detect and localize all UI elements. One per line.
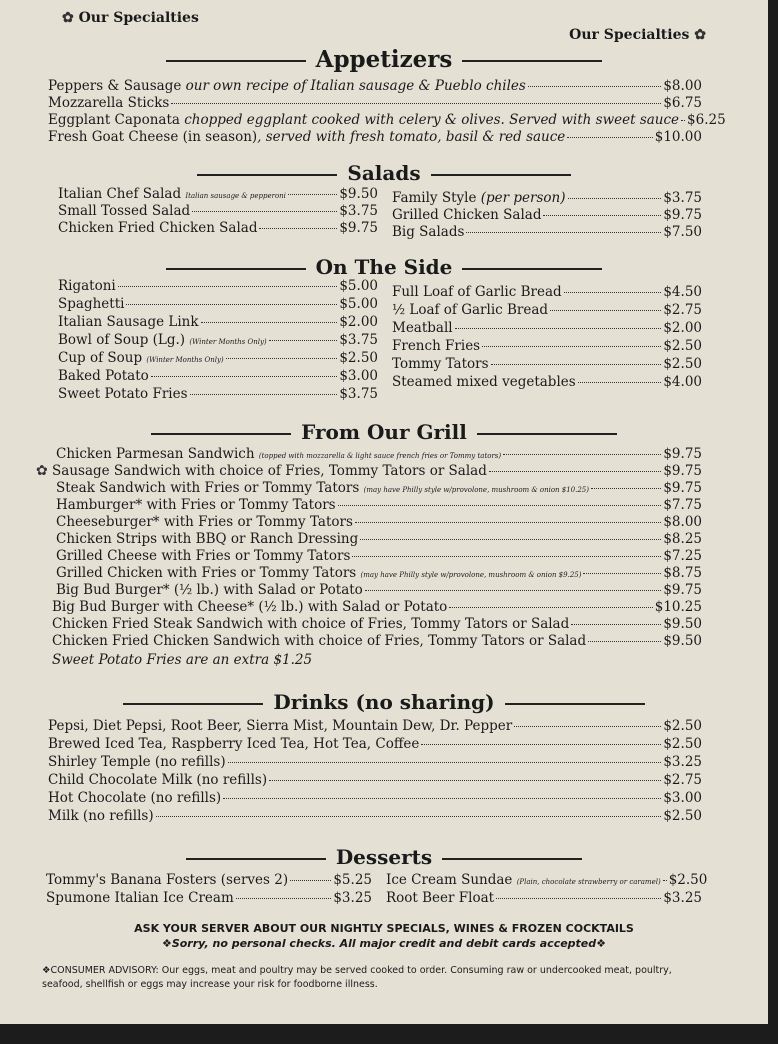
desserts-heading: Desserts xyxy=(0,845,768,869)
menu-item: Sweet Potato Fries $3.75 xyxy=(58,386,378,402)
menu-item: ✿ Sausage Sandwich with choice of Fries, Tommy Tators or Salad $9.75 xyxy=(36,463,702,479)
menu-item: Full Loaf of Garlic Bread $4.50 xyxy=(392,284,702,300)
menu-item: Baked Potato $3.00 xyxy=(58,368,378,384)
menu-item: Pepsi, Diet Pepsi, Root Beer, Sierra Mist, Mountain Dew, Dr. Pepper $2.50 xyxy=(48,718,702,734)
menu-item: Eggplant Caponata chopped eggplant cooked with celery & olives. Served with sweet sauce $6.25 xyxy=(48,112,726,128)
menu-item: Peppers & Sausage our own recipe of Italian sausage & Pueblo chiles $8.00 xyxy=(48,78,702,94)
flower-icon: ✿ xyxy=(62,10,74,26)
menu-item: Shirley Temple (no refills) $3.25 xyxy=(48,754,702,770)
menu-item: Cheeseburger* with Fries or Tommy Tators $8.00 xyxy=(56,514,702,530)
menu-item: Big Bud Burger with Cheese* (½ lb.) with Salad or Potato $10.25 xyxy=(52,599,702,615)
menu-item: Bowl of Soup (Lg.) (Winter Months Only) $3.75 xyxy=(58,332,378,348)
menu-item: Chicken Fried Chicken Sandwich with choice of Fries, Tommy Tators or Salad $9.50 xyxy=(52,633,702,649)
salads-heading: Salads xyxy=(0,161,768,185)
menu-item: Big Salads $7.50 xyxy=(392,224,702,240)
menu-item: Ice Cream Sundae (Plain, chocolate strawberry or caramel) $2.50 xyxy=(386,872,708,888)
specials-notice: ASK YOUR SERVER ABOUT OUR NIGHTLY SPECIALS, WINES & FROZEN COCKTAILS xyxy=(134,922,634,935)
menu-item: French Fries $2.50 xyxy=(392,338,702,354)
menu-item: Small Tossed Salad $3.75 xyxy=(58,203,378,219)
menu-item: Meatball $2.00 xyxy=(392,320,702,336)
menu-item: Chicken Fried Chicken Salad $9.75 xyxy=(58,220,378,236)
menu-item: Mozzarella Sticks $6.75 xyxy=(48,95,702,111)
menu-item: Big Bud Burger* (½ lb.) with Salad or Potato $9.75 xyxy=(56,582,702,598)
menu-item: Grilled Chicken with Fries or Tommy Tators (may have Philly style w/provolone, mushroom & onion $9.25) $8.75 xyxy=(56,565,702,581)
menu-item: Hot Chocolate (no refills) $3.00 xyxy=(48,790,702,806)
menu-item: Tommy Tators $2.50 xyxy=(392,356,702,372)
menu-item: Grilled Chicken Salad $9.75 xyxy=(392,207,702,223)
drinks-heading: Drinks (no sharing) xyxy=(0,690,768,714)
menu-item: Fresh Goat Cheese (in season), served with fresh tomato, basil & red sauce $10.00 xyxy=(48,129,702,145)
menu-item: Root Beer Float $3.25 xyxy=(386,890,702,906)
menu-item: Milk (no refills) $2.50 xyxy=(48,808,702,824)
side-heading: On The Side xyxy=(0,255,768,279)
consumer-advisory: ❖CONSUMER ADVISORY: Our eggs, meat and poultry may be served cooked to order. Consuming raw or undercooked meat, poultry, seafood, shellfish or eggs may increase your risk for foodborne illness. xyxy=(42,965,672,990)
menu-item: Child Chocolate Milk (no refills) $2.75 xyxy=(48,772,702,788)
appetizers-heading: Appetizers xyxy=(0,46,768,73)
menu-item: Hamburger* with Fries or Tommy Tators $7.75 xyxy=(56,497,702,513)
menu-item: Chicken Strips with BBQ or Ranch Dressing $8.25 xyxy=(56,531,702,547)
flower-icon: ✿ xyxy=(36,463,48,479)
menu-item: Spaghetti $5.00 xyxy=(58,296,378,312)
menu-item: ½ Loaf of Garlic Bread $2.75 xyxy=(392,302,702,318)
menu-item: Italian Sausage Link $2.00 xyxy=(58,314,378,330)
specialties-label-right: Our Specialties ✿ xyxy=(569,27,706,43)
flower-icon: ✿ xyxy=(694,27,706,43)
grill-extra-note: Sweet Potato Fries are an extra $1.25 xyxy=(52,652,313,668)
menu-item: Chicken Parmesan Sandwich (topped with mozzarella & light sauce french fries or Tommy tators) $9.75 xyxy=(56,446,702,462)
payment-notice: ❖Sorry, no personal checks. All major credit and debit cards accepted❖ xyxy=(161,937,607,950)
grill-heading: From Our Grill xyxy=(0,420,768,444)
menu-item: Brewed Iced Tea, Raspberry Iced Tea, Hot Tea, Coffee $2.50 xyxy=(48,736,702,752)
menu-item: Cup of Soup (Winter Months Only) $2.50 xyxy=(58,350,378,366)
menu-item: Chicken Fried Steak Sandwich with choice of Fries, Tommy Tators or Salad $9.50 xyxy=(52,616,702,632)
menu-item: Italian Chef Salad Italian sausage & pepperoni $9.50 xyxy=(58,186,378,202)
menu-item: Spumone Italian Ice Cream $3.25 xyxy=(46,890,372,906)
menu-item: Family Style (per person) $3.75 xyxy=(392,190,702,206)
menu-item: Steak Sandwich with Fries or Tommy Tators (may have Philly style w/provolone, mushroom & onion $10.25) $9.75 xyxy=(56,480,702,496)
menu-item: Steamed mixed vegetables $4.00 xyxy=(392,374,702,390)
specialties-label-left: ✿ Our Specialties xyxy=(62,10,199,26)
menu-item: Rigatoni $5.00 xyxy=(58,278,378,294)
menu-item: Grilled Cheese with Fries or Tommy Tators $7.25 xyxy=(56,548,702,564)
menu-item: Tommy's Banana Fosters (serves 2) $5.25 xyxy=(46,872,372,888)
